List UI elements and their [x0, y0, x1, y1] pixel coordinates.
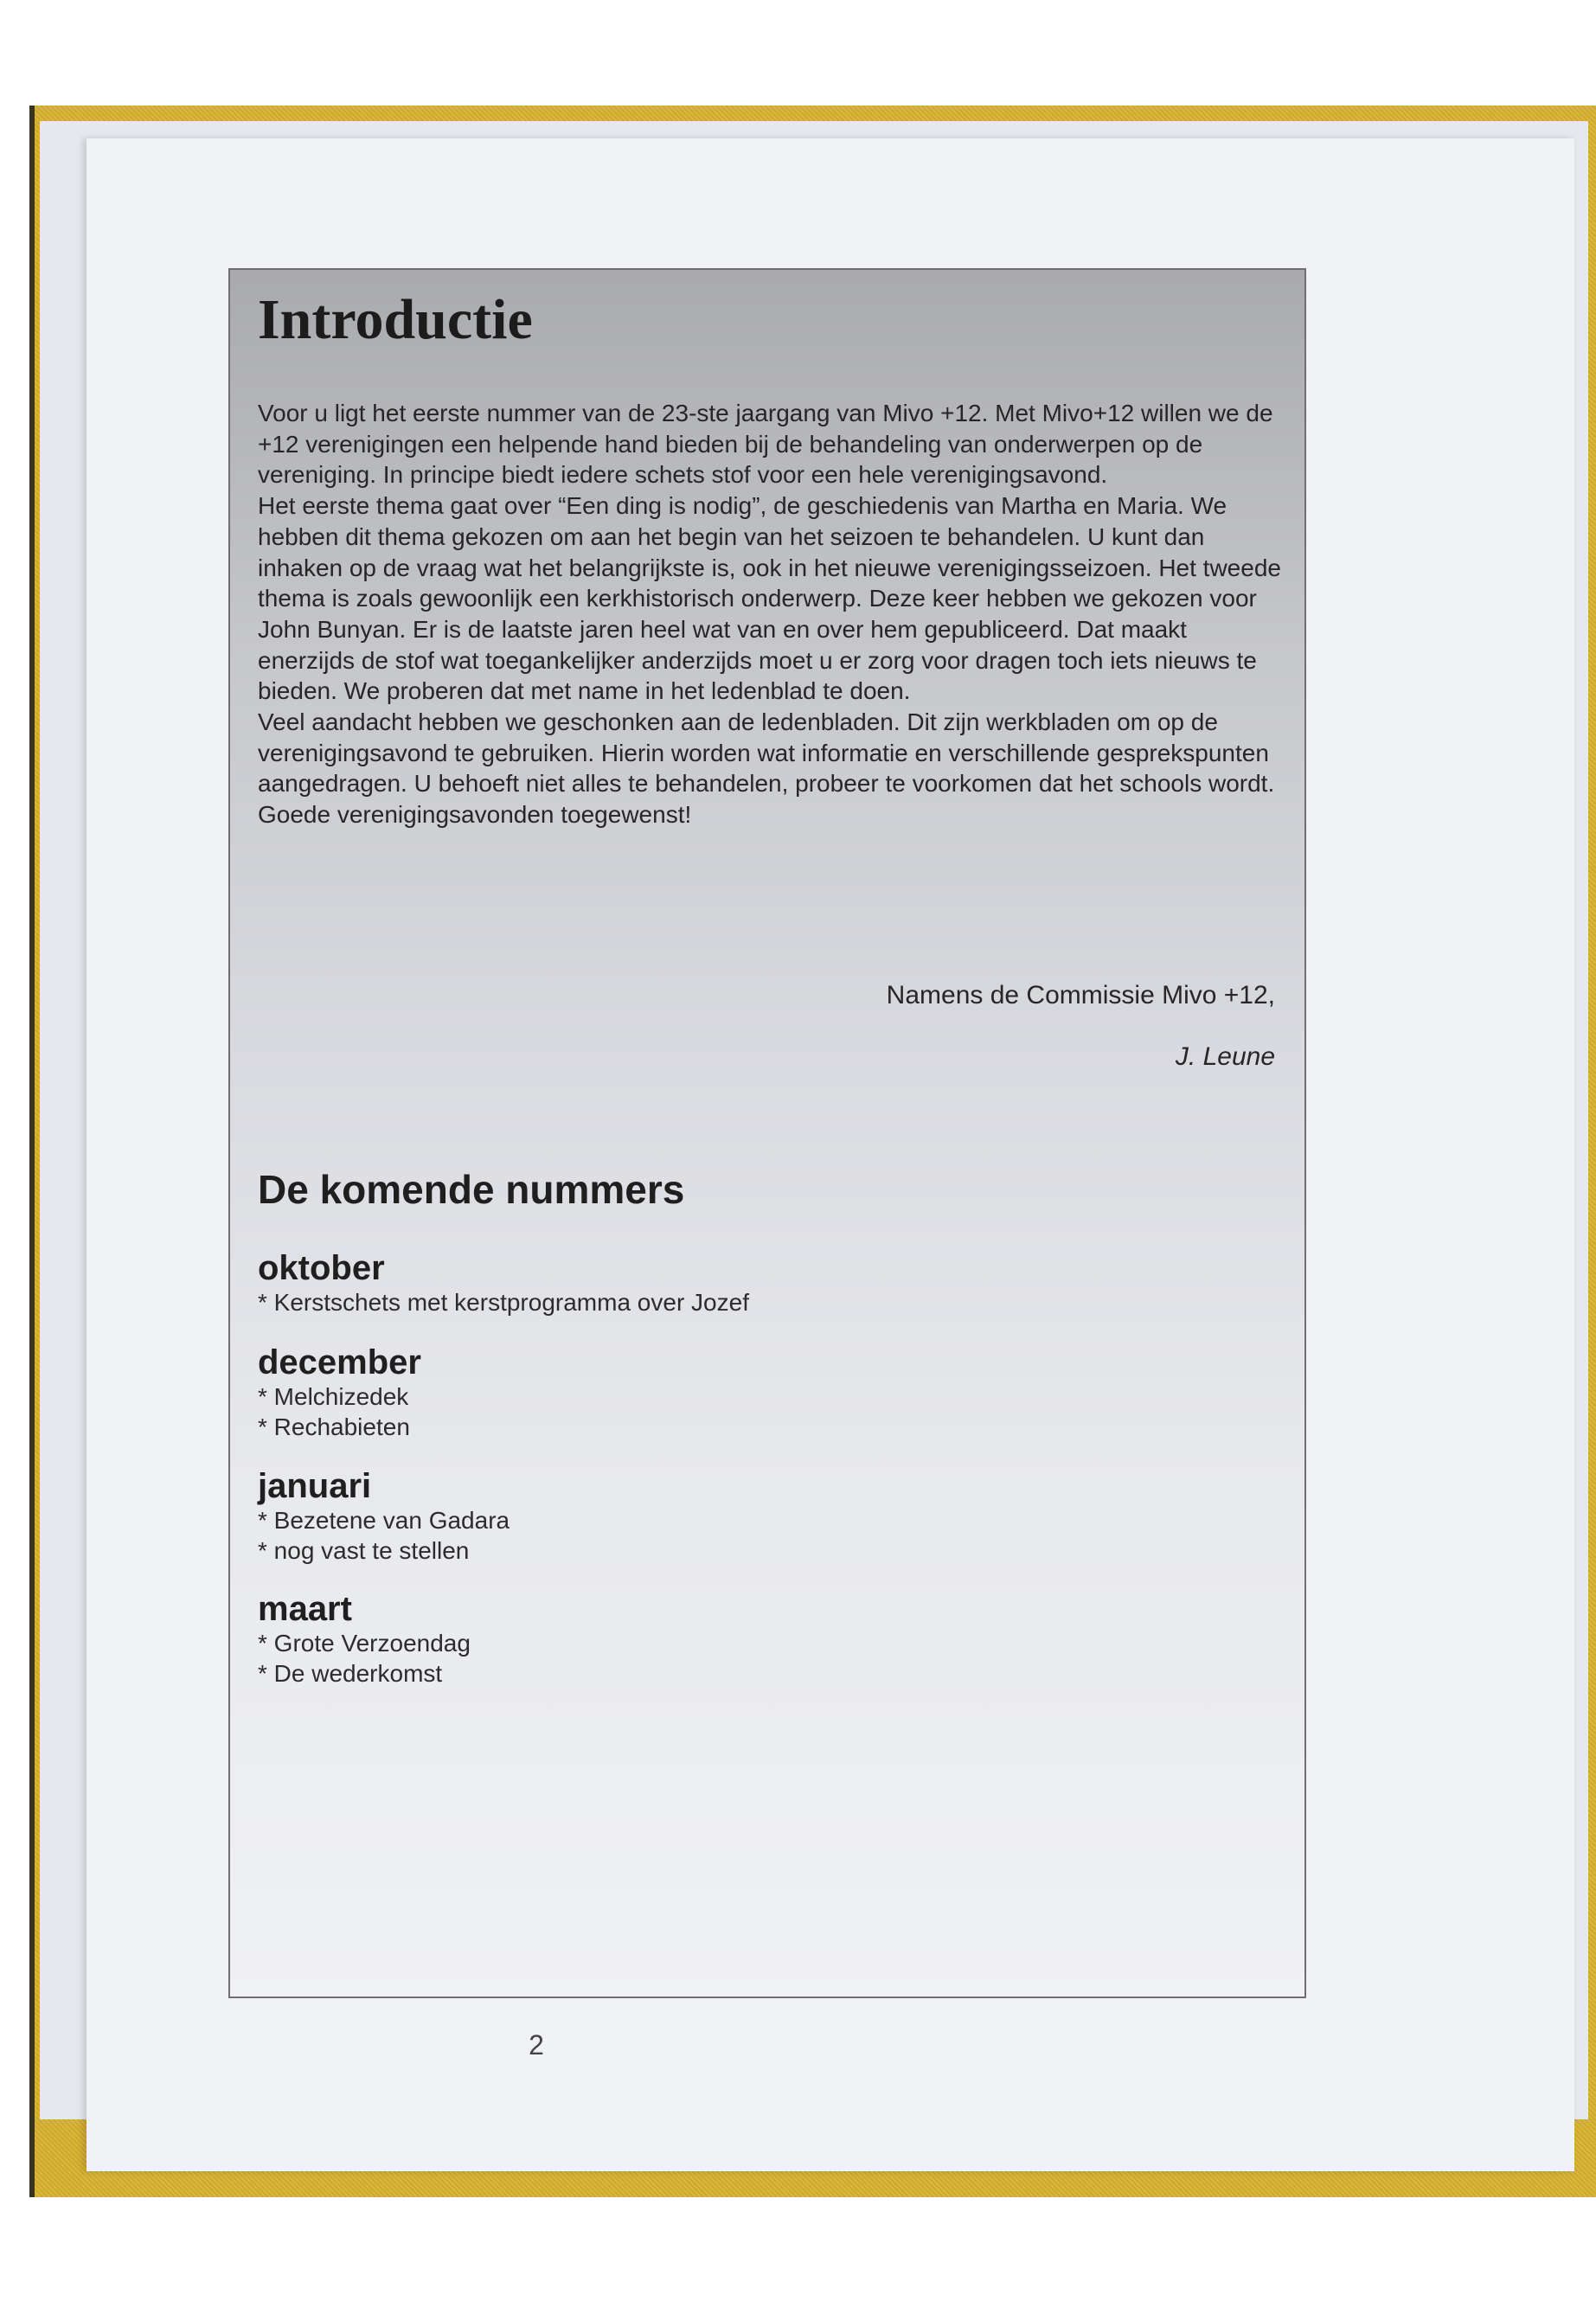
month-name: december: [258, 1343, 421, 1381]
topic-item: * nog vast te stellen: [258, 1537, 470, 1564]
month-januari: [258, 1467, 1209, 1566]
month-name: januari: [258, 1467, 372, 1505]
topic-item: * Rechabieten: [258, 1413, 410, 1440]
intro-paragraph: Het eerste thema gaat over “Een ding is nodig”, de geschiedenis van Martha en Maria. We hebben dit thema gekozen om aan het begin van het seizoen te behandelen. U kunt dan inhaken op de vraag wat het belangrijkste is, ook in het nieuwe verenigingsseizoen. Het tweede thema is zoals gewoonlijk een kerkhistorisch onderwerp. Deze keer hebben we gekozen voor John Bunyan. Er is de laatste jaren heel wat van en over hem gepubliceerd. Dat maakt enerzijds de stof wat toegankelijker anderzijds moet u er zorg voor dragen toch iets nieuws te bieden. We proberen dat met name in het ledenblad te doen.: [258, 492, 1281, 705]
topic-item: * Kerstschets met kerstprogramma over Jozef: [258, 1289, 749, 1316]
month-oktober: [258, 1249, 1209, 1317]
signature-committee: Namens de Commissie Mivo +12,: [886, 981, 1275, 1009]
month-december: [258, 1343, 1209, 1442]
topic-item: * Melchizedek: [258, 1383, 409, 1410]
topic-item: * Grote Verzoendag: [258, 1630, 471, 1657]
signature-name: J. Leune: [1175, 1042, 1275, 1071]
month-name: maart: [258, 1590, 352, 1628]
page-number: 2: [529, 2029, 544, 2061]
topic-item: * De wederkomst: [258, 1660, 443, 1687]
intro-body: [258, 398, 1287, 830]
intro-title: Introductie: [258, 288, 533, 351]
upcoming-title: De komende nummers: [258, 1167, 685, 1212]
intro-paragraph: Goede verenigingsavonden toegewenst!: [258, 801, 692, 829]
topic-item: * Bezetene van Gadara: [258, 1507, 510, 1534]
intro-paragraph: Voor u ligt het eerste nummer van de 23-ste jaargang van Mivo +12. Met Mivo+12 willen we de +12 verenigingen een helpende hand bieden bij de behandeling van onderwerpen op de vereniging. In principe biedt iedere schets stof voor een hele verenigingsavond.: [258, 400, 1273, 489]
month-name: oktober: [258, 1249, 385, 1287]
intro-paragraph: Veel aandacht hebben we geschonken aan de ledenbladen. Dit zijn werkbladen om op de verenigingsavond te gebruiken. Hierin worden wat informatie en verschillende gesprekspunten aangedragen. U behoeft niet alles te behandelen, probeer te voorkomen dat het schools wordt.: [258, 708, 1275, 798]
month-maart: [258, 1590, 1209, 1689]
binder-spine: [29, 106, 35, 2197]
